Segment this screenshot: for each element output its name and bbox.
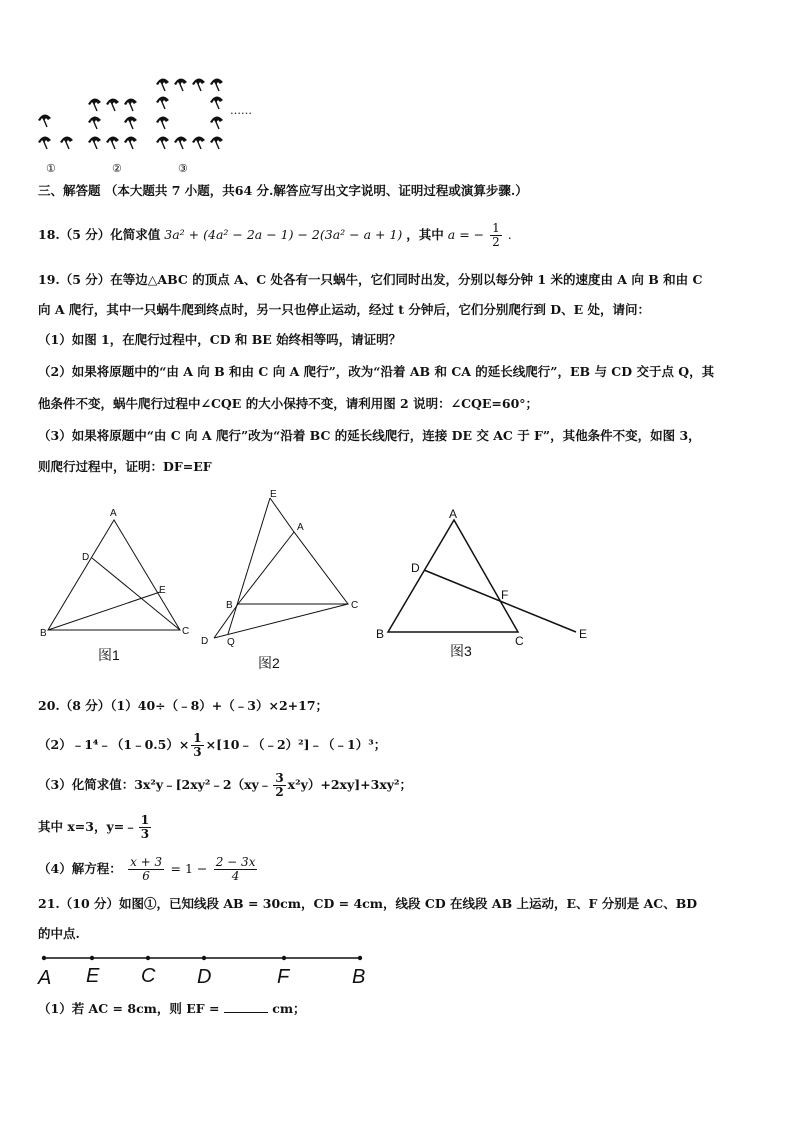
- question-18: [38, 222, 512, 249]
- q18-fraction: [490, 222, 502, 249]
- pattern-label-2: ②: [112, 162, 122, 175]
- fig1-label-E: E: [159, 585, 166, 596]
- fig2-label-C: C: [351, 600, 359, 611]
- q19-line2: 向 A 爬行，其中一只蜗牛爬到终点时，另一只也停止运动，经过 t 分钟后，它们分别爬行到 D、E 处，请问：: [38, 302, 650, 317]
- q18-where: ，其中: [406, 227, 444, 242]
- fig2-label-Q: Q: [227, 637, 235, 648]
- seg-point-C: C: [141, 965, 156, 987]
- pattern-ellipsis: ……: [230, 104, 252, 117]
- q18-cond: a = −: [447, 227, 485, 242]
- q20-sub2-pre: （2）﹣1⁴﹣（1﹣0.5）×: [38, 737, 190, 752]
- q20-sub4-rhs: [214, 856, 258, 883]
- seg-point-E: E: [86, 965, 100, 987]
- q18-frac-den: 2: [492, 235, 500, 249]
- q21-line2: 的中点.: [38, 926, 80, 941]
- q20-sub3-cond-fraction: [139, 814, 151, 841]
- pattern-figure: [30, 70, 270, 182]
- fig3-label-D: D: [411, 561, 420, 575]
- q21-sub1-pre: （1）若 AC = 8cm，则 EF =: [38, 1001, 220, 1016]
- q20-sub3-cond-den: 3: [140, 827, 150, 841]
- q21-sub1: [38, 1000, 306, 1017]
- fig2-label-D: D: [201, 636, 209, 647]
- q20-sub3-pre: （3）化简求值：3x²y﹣[2xy²﹣2（xy﹣: [38, 777, 272, 792]
- fig1-label-D: D: [82, 552, 90, 563]
- fig2-label-E: E: [270, 489, 277, 500]
- q20-sub3-condition: [38, 814, 153, 841]
- section-heading: 三、解答题 （本大题共 7 小题，共64 分.解答应写出文字说明、证明过程或演算步骤.）: [38, 183, 528, 198]
- q20-sub3-frac-num: 3: [275, 771, 284, 785]
- seg-point-A: A: [38, 967, 52, 989]
- q19-sub2b: 他条件不变，蜗牛爬行过程中∠CQE 的大小保持不变，请利用图 2 说明：∠CQE=60°；: [38, 396, 539, 411]
- q20-sub2: [38, 732, 386, 759]
- q20-sub2-fraction: [191, 732, 203, 759]
- q20-sub3-fraction: [273, 772, 285, 799]
- pattern-label-3: ③: [178, 162, 188, 175]
- q20-sub3-post: x²y）+2xy]+3xy²；: [287, 777, 413, 792]
- q20-sub2-post: ×[10﹣（﹣2）²]﹣（﹣1）³；: [205, 737, 387, 752]
- seg-point-D: D: [197, 966, 212, 988]
- seg-point-B: B: [352, 966, 366, 988]
- q20-sub3-cond-pre: 其中 x=3，y=﹣: [38, 819, 137, 834]
- answer-blank[interactable]: [224, 1000, 268, 1013]
- q20-sub4-rhs-den: 4: [231, 869, 240, 883]
- fig1-label-B: B: [40, 628, 47, 639]
- q18-end: .: [507, 227, 512, 242]
- seg-point-F: F: [277, 966, 290, 988]
- q19-sub3a: （3）如果将原题中“由 C 向 A 爬行”改为“沿着 BC 的延长线爬行，连接 DE 交 AC 于 F”，其他条件不变，如图 3，: [38, 428, 701, 443]
- q21-segment-figure: [34, 948, 374, 992]
- fig3-caption: 图3: [450, 643, 472, 659]
- fig3-label-E: E: [579, 627, 588, 641]
- q20-sub2-frac-num: 1: [193, 731, 202, 745]
- q18-frac-num: 1: [492, 221, 500, 235]
- q20-sub1: 20.（8 分）（1）40÷（﹣8）+（﹣3）×2+17；: [38, 698, 329, 713]
- q18-expr: 3a² + (4a² − 2a − 1) − 2(3a² − a + 1): [164, 227, 403, 242]
- fig2-label-B: B: [226, 600, 233, 611]
- q20-sub4-rhs-num: 2 − 3x: [215, 855, 256, 869]
- fig2-caption: 图2: [258, 655, 280, 671]
- q20-sub3-cond-num: 1: [140, 813, 150, 827]
- fig2-label-A: A: [297, 522, 304, 533]
- q20-sub2-frac-den: 3: [193, 745, 202, 759]
- q20-sub4-lhs: [128, 856, 164, 883]
- fig3-label-B: B: [376, 627, 385, 641]
- fig3-label-C: C: [515, 634, 524, 648]
- q20-sub4: [38, 856, 259, 883]
- q18-prefix: 18.（5 分）化简求值: [38, 227, 161, 242]
- pattern-label-1: ①: [46, 162, 56, 175]
- fig1-caption: 图1: [98, 647, 120, 663]
- fig1-label-C: C: [182, 626, 190, 637]
- q20-sub3: [38, 772, 412, 799]
- figure-3: [370, 500, 600, 665]
- q19-sub2a: （2）如果将原题中的“由 A 向 B 和由 C 向 A 爬行”，改为“沿着 AB 和 CA 的延长线爬行”，EB 与 CD 交于点 Q，其: [38, 364, 715, 379]
- q21-line1: 21.（10 分）如图①，已知线段 AB = 30cm，CD = 4cm，线段 CD 在线段 AB 上运动，E、F 分别是 AC、BD: [38, 896, 698, 911]
- q20-sub3-frac-den: 2: [275, 785, 284, 799]
- q19-line1: 19.（5 分）在等边△ABC 的顶点 A、C 处各有一只蜗牛，它们同时出发，分别以每分钟 1 米的速度由 A 向 B 和由 C: [38, 272, 703, 287]
- q20-sub4-lhs-den: 6: [142, 869, 150, 883]
- fig1-label-A: A: [110, 508, 117, 519]
- q20-sub4-lhs-num: x + 3: [130, 855, 163, 869]
- q19-sub3b: 则爬行过程中，证明：DF=EF: [38, 459, 212, 474]
- fig3-label-A: A: [449, 507, 458, 521]
- q20-sub4-mid: = 1 −: [170, 861, 208, 876]
- figure-2: [196, 488, 371, 678]
- fig3-label-F: F: [501, 588, 509, 602]
- q20-sub4-pre: （4）解方程：: [38, 861, 122, 876]
- q19-sub1: （1）如图 1，在爬行过程中，CD 和 BE 始终相等吗，请证明？: [38, 332, 402, 347]
- q21-sub1-post: cm；: [272, 1001, 306, 1016]
- figure-1: [30, 500, 200, 670]
